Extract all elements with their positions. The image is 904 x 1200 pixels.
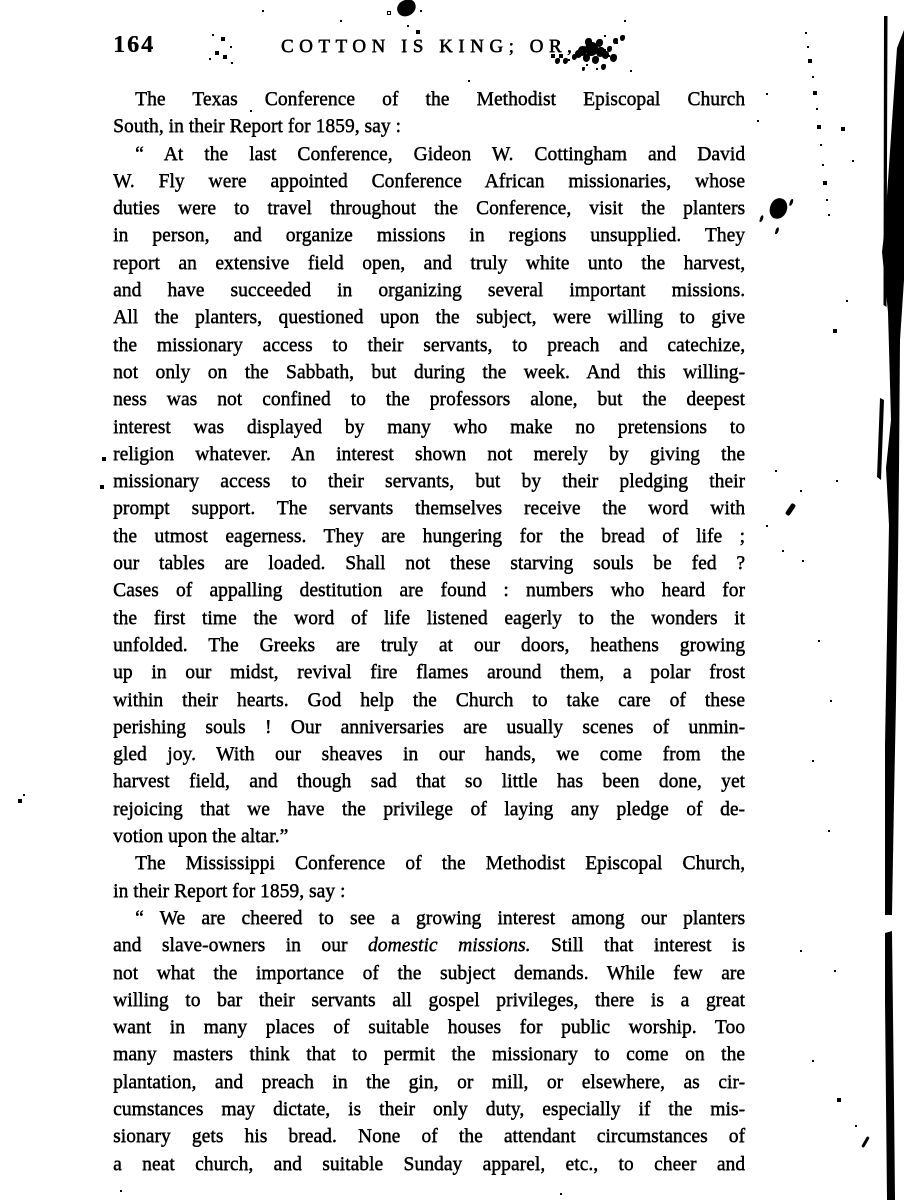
text-line: “ At the last Conference, Gideon W. Cottingham and David <box>135 143 745 165</box>
text-line: rejoicing that we have the privilege of laying any pledge of de- <box>113 798 745 820</box>
text-line: our tables are loaded. Shall not these starving souls be fed ? <box>113 553 745 575</box>
text-line: votion upon the altar.” <box>113 826 289 848</box>
page-number: 164 <box>113 32 155 58</box>
text-line: unfolded. The Greeks are truly at our doors, heathens growing <box>113 634 745 656</box>
text-line: The Texas Conference of the Methodist Episcopal Church <box>135 89 745 110</box>
text-line: sionary gets his bread. None of the attendant circumstances of <box>113 1126 745 1148</box>
ink-blot-right-margin <box>768 196 790 220</box>
text-line: not only on the Sabbath, but during the week. And this willing- <box>113 361 745 383</box>
text-line <box>113 932 745 959</box>
italic-phrase: domestic missions. <box>367 935 531 957</box>
text-line: South, in their Report for 1859, say : <box>113 116 401 138</box>
ink-spatter-top <box>388 12 390 14</box>
text-line: in person, and organize missions in regions unsupplied. They <box>113 225 745 247</box>
ink-blot-top <box>395 0 418 19</box>
text-line: up in our midst, revival fire flames around them, a polar frost <box>113 662 745 684</box>
running-header: COTTON IS KING; OR, <box>280 36 578 57</box>
text-line: the first time the word of life listened eagerly to the wonders it <box>113 607 745 629</box>
text-line: want in many places of suitable houses for public worship. Too <box>113 1017 745 1039</box>
text-line: in their Report for 1859, say : <box>113 880 346 902</box>
text-line: The Mississippi Conference of the Methodist Episcopal Church, <box>135 853 745 875</box>
text-line: missionary access to their servants, but by their pledging their <box>113 471 745 493</box>
text-line: W. Fly were appointed Conference African missionaries, whose <box>113 170 745 192</box>
text-line: ness was not confined to the professors alone, but the deepest <box>113 389 745 411</box>
text-segment: and slave-owners in our <box>113 935 368 957</box>
text-line: many masters think that to permit the missionary to come on the <box>113 1044 745 1066</box>
text-line: not what the importance of the subject demands. While few are <box>113 962 745 984</box>
text-line: interest was displayed by many who make no pretensions to <box>113 416 745 438</box>
text-line: Cases of appalling destitution are found : numbers who heard for <box>113 580 745 602</box>
text-line: the missionary access to their servants, to preach and catechize, <box>113 334 745 356</box>
text-line: duties were to travel throughout the Conference, visit the planters <box>113 198 745 220</box>
text-line: report an extensive field open, and truly white unto the harvest, <box>113 252 745 274</box>
text-line: harvest field, and though sad that so little has been done, yet <box>113 771 745 793</box>
text-line: and have succeeded in organizing several important missions. <box>113 280 745 302</box>
text-line: perishing souls ! Our anniversaries are usually scenes of unmin- <box>113 716 745 738</box>
text-segment: Still that interest is <box>530 935 745 957</box>
scratch-mark <box>805 32 807 34</box>
text-line: “ We are cheered to see a growing interest among our planters <box>135 907 745 929</box>
text-line: willing to bar their servants all gospel privileges, there is a great <box>113 989 745 1011</box>
page-text <box>113 86 745 1178</box>
text-line: cumstances may dictate, is their only duty, especially if the mis- <box>113 1098 745 1120</box>
text-line: within their hearts. God help the Church to take care of these <box>113 689 745 711</box>
text-line: gled joy. With our sheaves in our hands, we come from the <box>113 744 745 766</box>
page-header <box>113 32 745 66</box>
text-line: religion whatever. An interest shown not merely by giving the <box>113 443 745 465</box>
binding-shadow-streak <box>860 0 904 1200</box>
scan-speckles <box>0 0 2 2</box>
text-line: a neat church, and suitable Sunday apparel, etc., to cheer and <box>113 1153 745 1175</box>
text-line: the utmost eagerness. They are hungering for the bread of life ; <box>113 525 745 547</box>
text-line: prompt support. The servants themselves receive the word with <box>113 498 745 520</box>
text-line: plantation, and preach in the gin, or mill, or elsewhere, as cir- <box>113 1071 745 1093</box>
text-line: All the planters, questioned upon the subject, were willing to give <box>113 307 745 329</box>
ink-mark-right <box>785 503 796 517</box>
